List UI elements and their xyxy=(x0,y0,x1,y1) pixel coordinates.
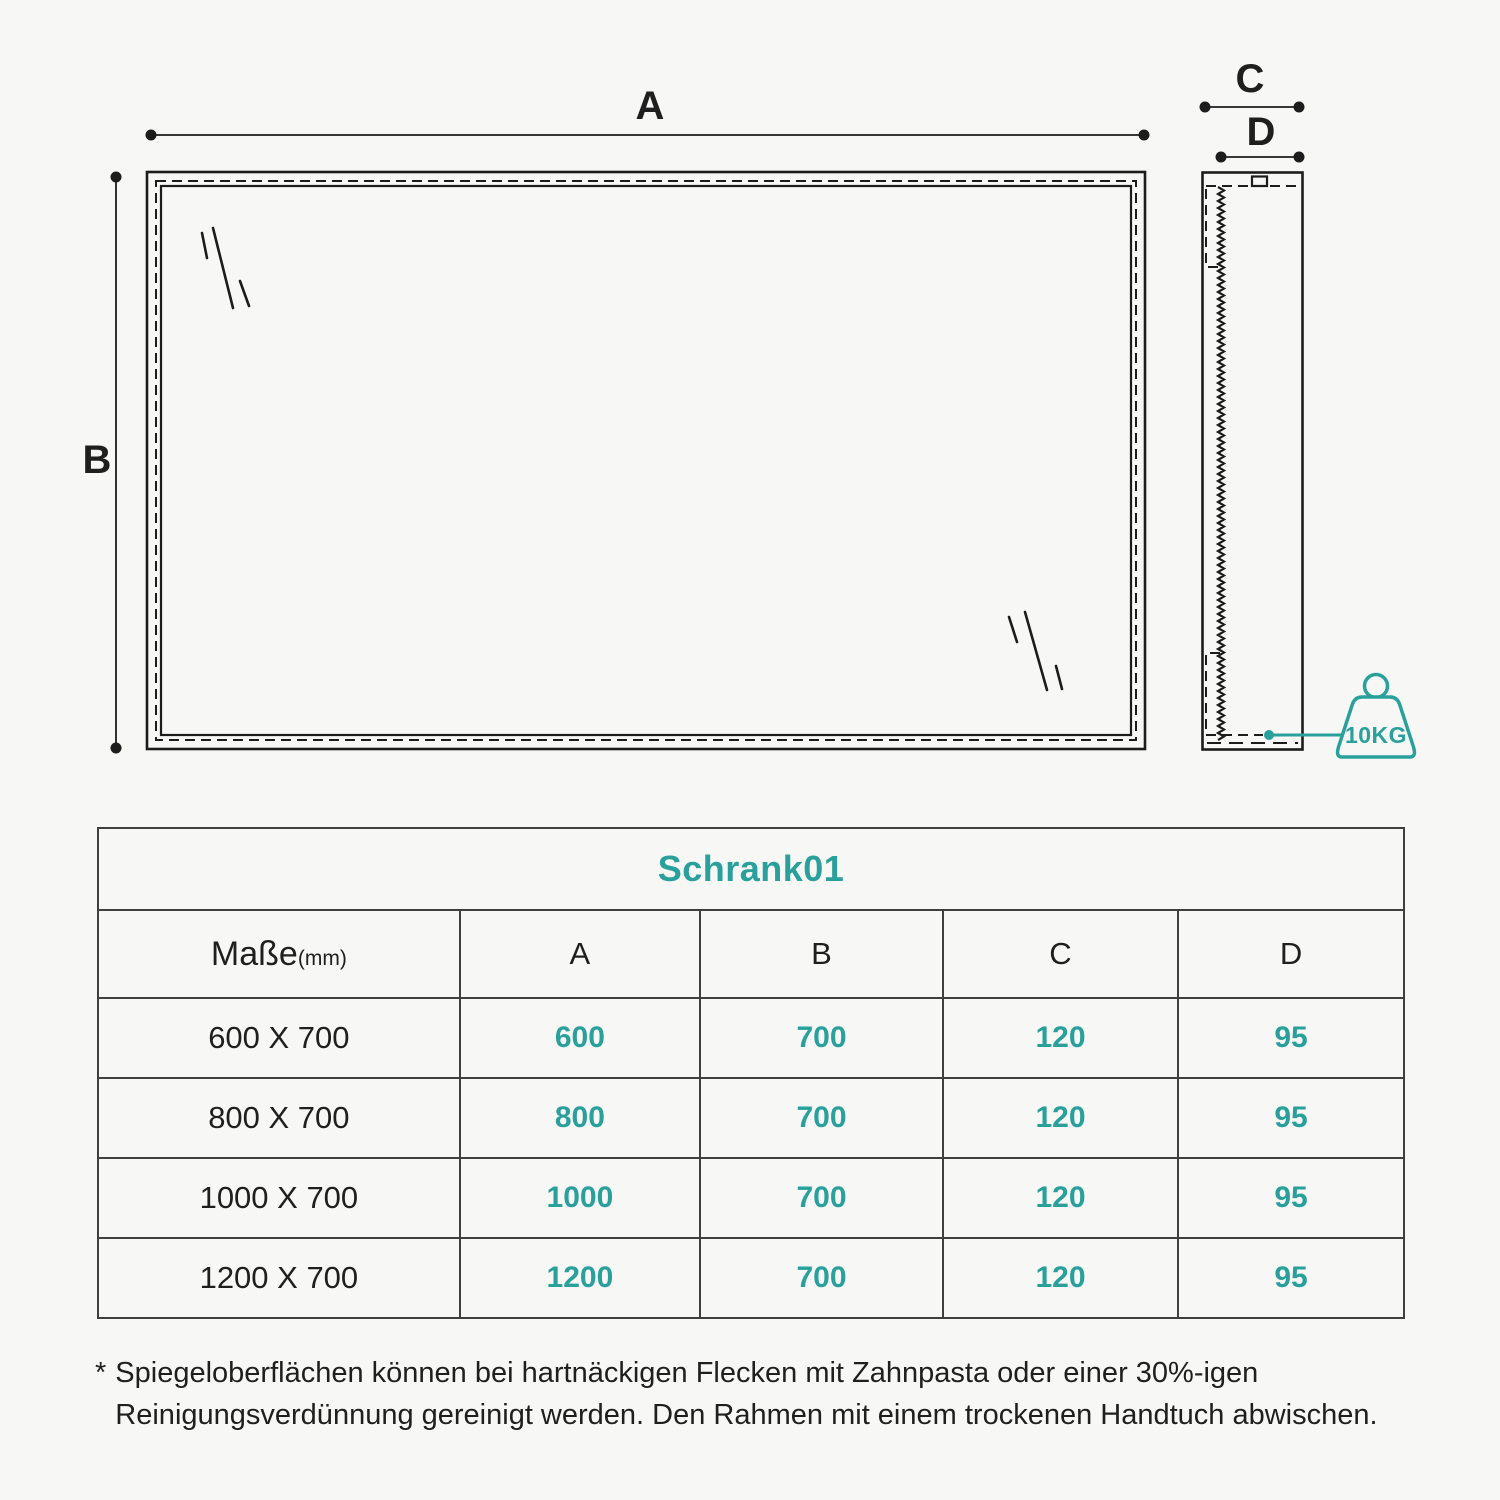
mirror-shine-marks xyxy=(202,228,1062,690)
cell-d: 95 xyxy=(1178,998,1404,1078)
footnote xyxy=(95,1352,1425,1436)
spec-table xyxy=(97,827,1405,1319)
header-col-d: D xyxy=(1178,910,1404,998)
weight-callout xyxy=(1264,675,1414,758)
header-col-a: A xyxy=(460,910,700,998)
table-row xyxy=(98,1158,1404,1238)
cell-a: 800 xyxy=(460,1078,700,1158)
table-title: Schrank01 xyxy=(98,828,1404,910)
table-row xyxy=(98,1078,1404,1158)
cell-size: 1200 X 700 xyxy=(98,1238,460,1318)
cell-c: 120 xyxy=(943,998,1178,1078)
header-size-unit: (mm) xyxy=(297,946,347,970)
cell-d: 95 xyxy=(1178,1158,1404,1238)
lower-mount-dashed xyxy=(1206,653,1220,735)
cell-size: 1000 X 700 xyxy=(98,1158,460,1238)
footnote-line-1: Spiegeloberflächen können bei hartnäckigen Flecken mit Zahnpasta oder einer 30%-igen xyxy=(115,1357,1259,1389)
cell-size: 600 X 700 xyxy=(98,998,460,1078)
hinge-strip xyxy=(1218,187,1224,740)
footnote-text xyxy=(115,1352,1377,1436)
weight-label: 10KG xyxy=(1344,722,1408,748)
dimension-d xyxy=(1216,110,1305,163)
table-header-row xyxy=(98,910,1404,998)
callout-dot xyxy=(1264,730,1274,740)
side-view-outline xyxy=(1203,173,1303,750)
dimension-c xyxy=(1200,57,1305,113)
cell-c: 120 xyxy=(943,1158,1178,1238)
footnote-line-2: Reinigungsverdünnung gereinigt werden. Den Rahmen mit einem trockenen Handtuch abwischen. xyxy=(115,1399,1378,1432)
door-catch-notch xyxy=(1252,177,1267,187)
cell-b: 700 xyxy=(700,998,943,1078)
header-size-label: Maße xyxy=(210,934,298,973)
header-size xyxy=(98,910,460,998)
cell-c: 120 xyxy=(943,1078,1178,1158)
table-row xyxy=(98,998,1404,1078)
dimension-b-label: B xyxy=(82,438,112,482)
cell-d: 95 xyxy=(1178,1238,1404,1318)
dimension-b xyxy=(83,172,122,754)
cell-c: 120 xyxy=(943,1238,1178,1318)
header-col-c: C xyxy=(943,910,1178,998)
footnote-marker: * xyxy=(95,1357,107,1389)
cell-size: 800 X 700 xyxy=(98,1078,460,1158)
dimension-a-label: A xyxy=(635,84,665,128)
table-row xyxy=(98,1238,1404,1318)
cell-a: 1200 xyxy=(460,1238,700,1318)
cell-b: 700 xyxy=(700,1078,943,1158)
header-col-b: B xyxy=(700,910,943,998)
table-title-row xyxy=(98,828,1404,910)
cell-b: 700 xyxy=(700,1158,943,1238)
dimension-a xyxy=(146,84,1150,141)
dimension-d-label: D xyxy=(1246,110,1276,154)
cell-a: 600 xyxy=(460,998,700,1078)
cell-a: 1000 xyxy=(460,1158,700,1238)
dimension-c-label: C xyxy=(1235,57,1265,101)
cell-b: 700 xyxy=(700,1238,943,1318)
cell-d: 95 xyxy=(1178,1078,1404,1158)
front-view-outline xyxy=(147,172,1145,749)
